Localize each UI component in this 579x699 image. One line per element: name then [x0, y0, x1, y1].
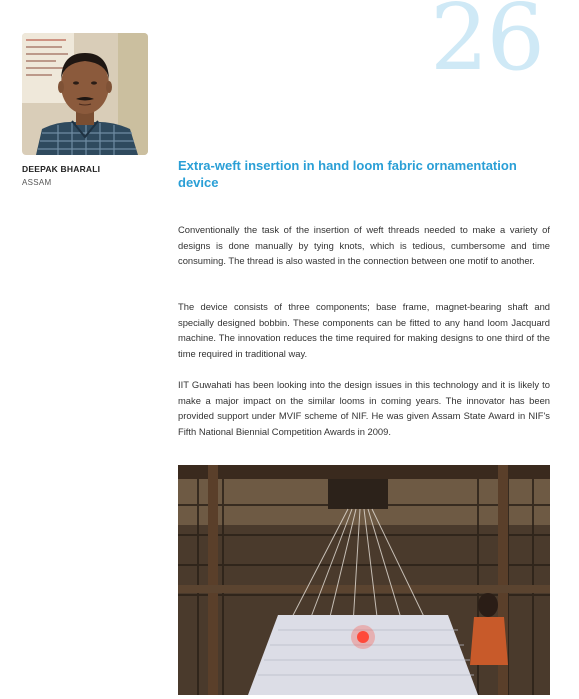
page-number: 26	[430, 0, 544, 91]
body-paragraph: Conventionally the task of the insertion of weft threads needed to make a variety of designs is done manually by tying knots, which is tedious, cumbersome and time consuming. The thread is also wasted in the connection between one motif to another.	[178, 224, 550, 266]
body-paragraph: The device consists of three components; base frame, magnet-bearing shaft and specially designed bobbin. These components can be fitted to any hand loom Jacquard machine. The innovation reduces the time required for making designs to one third of the time required in traditional way.	[178, 301, 550, 359]
innovator-state: ASSAM	[22, 178, 52, 187]
handloom-photo	[178, 465, 550, 695]
article-title: Extra-weft insertion in hand loom fabric ornamentation device	[178, 158, 517, 190]
innovator-portrait	[22, 33, 148, 155]
innovator-name: DEEPAK BHARALI	[22, 164, 101, 174]
body-paragraph: IIT Guwahati has been looking into the design issues in this technology and it is likely to make a major impact on the similar looms in coming years. The innovator has been provided support under MVIF scheme of NIF. He was given Assam State Award in NIF's Fifth National Biennial Competition Awards in 2009.	[178, 379, 550, 437]
